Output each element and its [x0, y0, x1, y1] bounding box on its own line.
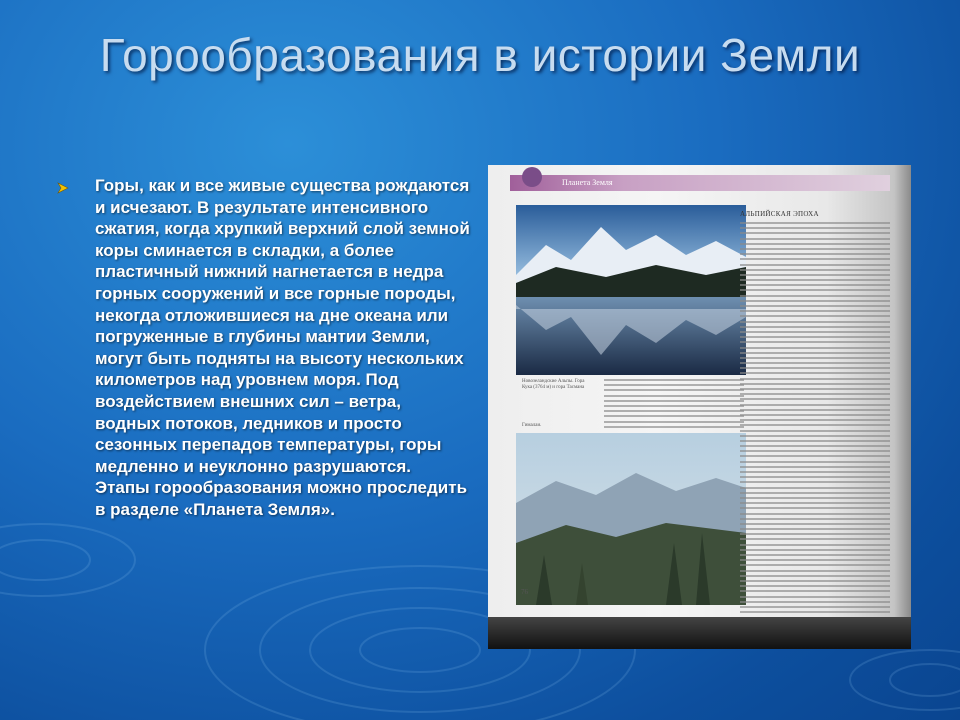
page-header-label: Планета Земля	[562, 178, 613, 187]
himalaya-forest-photo	[516, 433, 746, 605]
mountain-lake-photo	[516, 205, 746, 375]
chapter-logo-icon	[522, 167, 542, 187]
page-number: 76	[521, 588, 528, 596]
slide-body-text: Горы, как и все живые существа рождаются и исчезают. В результате интенсивного сжатия, когда хрупкий верхний слой земной коры сминается в складки, а более пластичный нижний нагнетается в недра горных сооружений и все горные породы, некогда отложившиеся на дне океана или погруженные в глубины мантии Земли, могут быть подняты на высоту нескольких километров над уровнем моря. Под воздействием внешних сил – ветра, водных потоков, ледников и просто сезонных перепадов температуры, горы медленно и неуклонно разрушаются. Этапы горообразования можно проследить в разделе «Планета Земля».	[95, 176, 470, 519]
slide-title: Горообразования в истории Земли	[99, 29, 861, 81]
arrow-bullet-icon	[56, 181, 70, 195]
section-title: АЛЬПИЙСКАЯ ЭПОХА	[740, 210, 819, 218]
photo1-caption: Новозеландские Альпы. Гора Кука (3764 м) и гора Тасмана	[522, 379, 585, 390]
right-text-column	[740, 210, 890, 616]
middle-text-column	[604, 379, 744, 431]
textbook-page-photo	[488, 165, 911, 649]
photo-dark-bottom	[488, 617, 911, 649]
photo2-caption: Гималаи.	[522, 423, 542, 428]
